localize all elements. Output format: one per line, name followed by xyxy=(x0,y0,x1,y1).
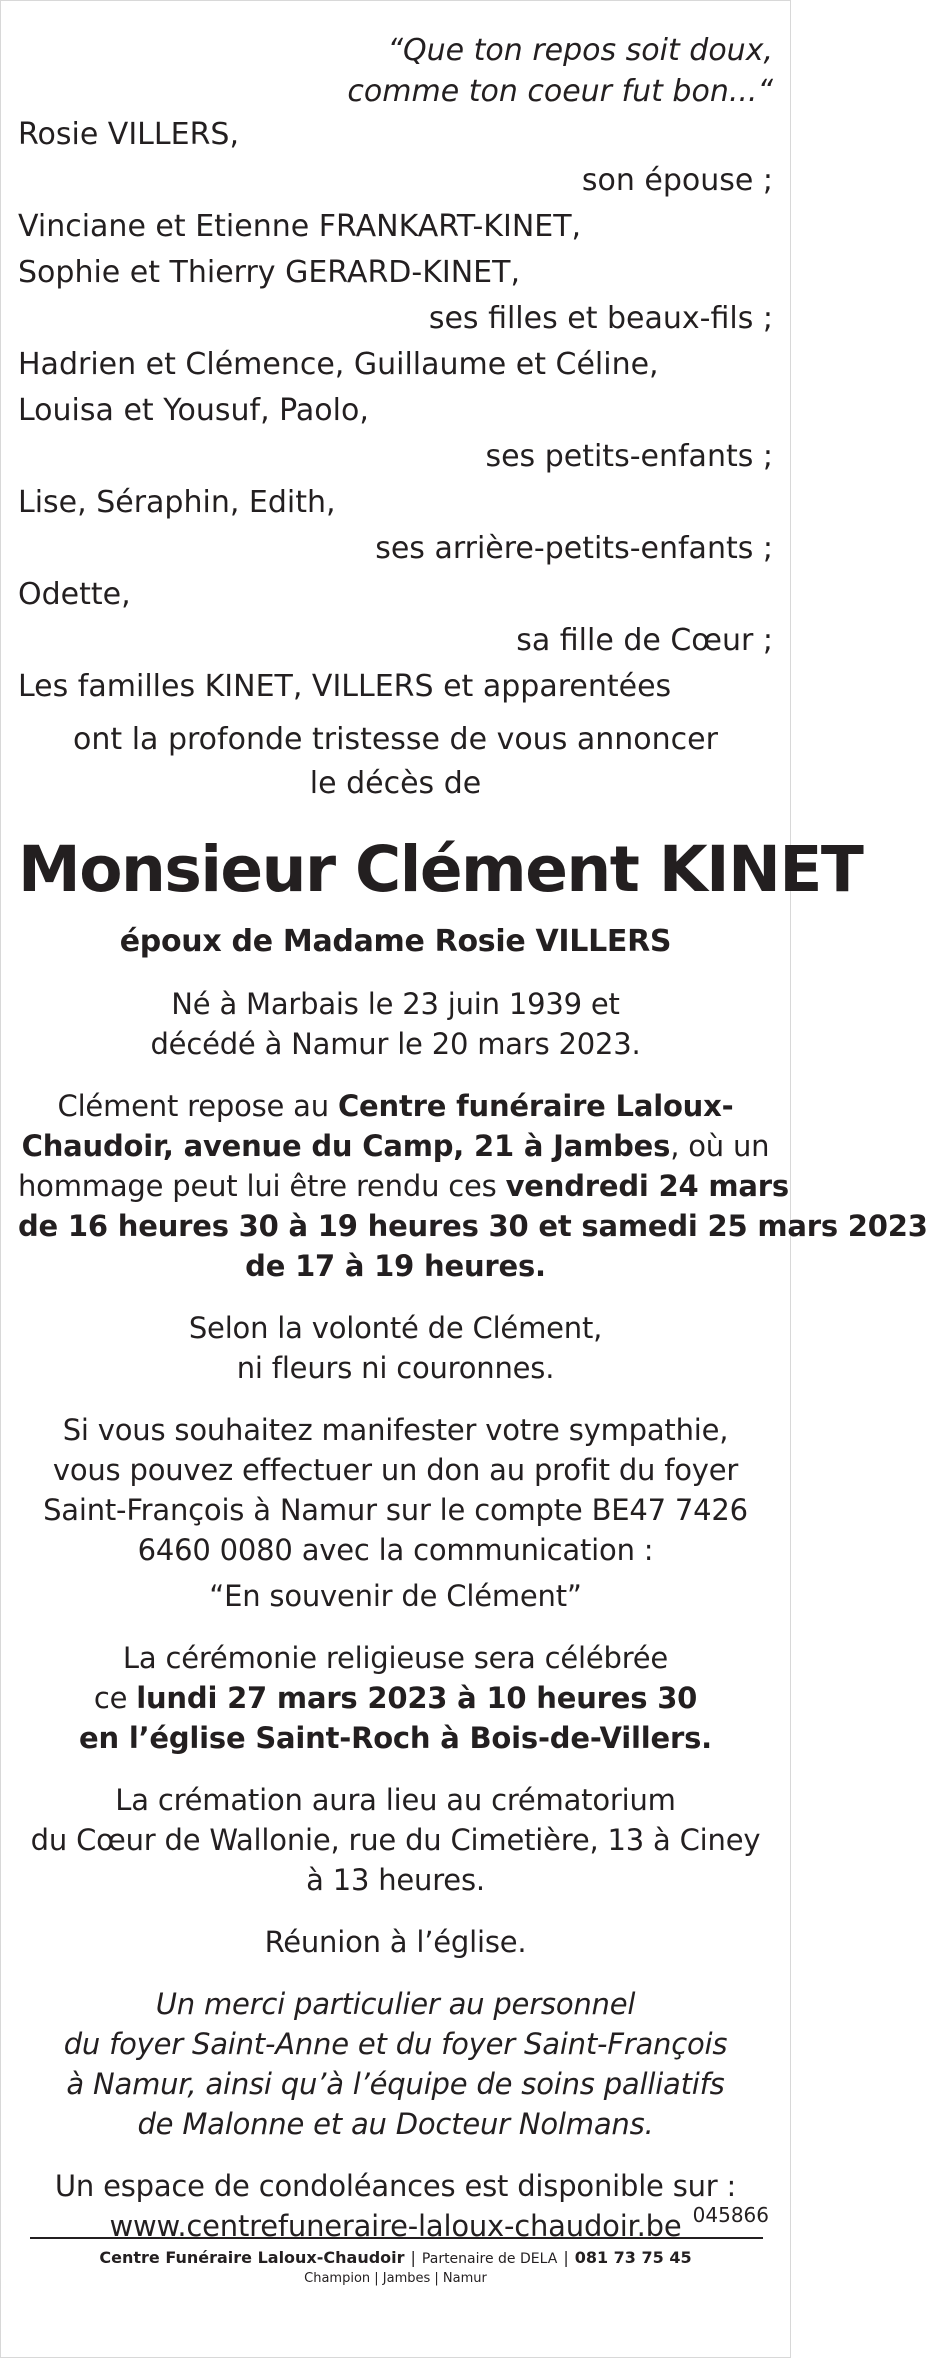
reference-number: 045866 xyxy=(692,2203,769,2227)
family-line: Lise, Séraphin, Edith, xyxy=(18,485,336,520)
visitation-times: de 16 heures 30 à 19 heures 30 et samedi 25 mars 2023 xyxy=(18,1209,928,1243)
spouse-line: époux de Madame Rosie VILLERS xyxy=(119,924,672,959)
family-relation: sa fille de Cœur ; xyxy=(516,623,773,658)
condolences-info xyxy=(18,2166,773,2246)
visitation-info xyxy=(18,1086,928,1286)
text-run: ce xyxy=(93,1681,137,1715)
footer-divider xyxy=(30,2237,763,2239)
text-run: hommage peut lui être rendu ces xyxy=(18,1169,506,1203)
epigraph-quote xyxy=(18,30,773,112)
deceased-name: Monsieur Clément KINET xyxy=(18,833,863,906)
footer-separator: | xyxy=(410,2248,416,2267)
donation-line: 6460 0080 avec la communication : xyxy=(137,1533,654,1567)
family-line: Odette, xyxy=(18,577,131,612)
family-line: Les familles KINET, VILLERS et apparentées xyxy=(18,669,672,704)
visitation-date: vendredi 24 mars xyxy=(505,1169,789,1203)
cremation-line: à 13 heures. xyxy=(306,1863,485,1897)
thanks-message xyxy=(18,1984,773,2144)
family-line: Rosie VILLERS, xyxy=(18,117,239,152)
visitation-line xyxy=(18,1126,773,1166)
cremation-line: La crémation aura lieu au crématorium xyxy=(115,1783,676,1817)
thanks-line: de Malonne et au Docteur Nolmans. xyxy=(137,2107,654,2141)
family-relation: ses filles et beaux-fils ; xyxy=(428,301,773,336)
donation-line: Saint-François à Namur sur le compte BE47 7426 xyxy=(43,1493,748,1527)
company-name: Centre Funéraire Laloux-Chaudoir xyxy=(99,2248,405,2267)
thanks-line: à Namur, ainsi qu’à l’équipe de soins palliatifs xyxy=(66,2067,725,2101)
text-run: , où un xyxy=(670,1129,770,1163)
ceremony-location: en l’église Saint-Roch à Bois-de-Villers. xyxy=(79,1721,712,1755)
date-line: Né à Marbais le 23 juin 1939 et xyxy=(171,987,620,1021)
ceremony-date: lundi 27 mars 2023 à 10 heures 30 xyxy=(136,1681,698,1715)
family-line: Louisa et Yousuf, Paolo, xyxy=(18,393,369,428)
announcement-line: ont la profonde tristesse de vous annoncer xyxy=(73,722,718,757)
family-list xyxy=(18,112,773,710)
flowers-wish xyxy=(18,1308,773,1388)
condolences-line: Un espace de condoléances est disponible sur : xyxy=(54,2169,737,2203)
ceremony-line xyxy=(18,1678,773,1718)
family-relation: son épouse ; xyxy=(581,163,773,198)
family-line: Sophie et Thierry GERARD-KINET, xyxy=(18,255,521,290)
partner-label: Partenaire de DELA xyxy=(421,2251,558,2267)
family-relation: ses petits-enfants ; xyxy=(485,439,773,474)
donation-communication: “En souvenir de Clément” xyxy=(209,1579,582,1613)
reunion-info xyxy=(18,1922,773,1962)
cremation-line: du Cœur de Wallonie, rue du Cimetière, 13 à Ciney xyxy=(30,1823,761,1857)
quote-line: “Que ton repos soit doux, xyxy=(387,33,773,68)
family-line: Vinciane et Etienne FRANKART-KINET, xyxy=(18,209,582,244)
announcement-line: le décès de xyxy=(309,766,482,801)
phone-number: 081 73 75 45 xyxy=(574,2248,692,2267)
ceremony-info xyxy=(18,1638,773,1758)
visitation-line xyxy=(18,1086,773,1126)
donation-line: Si vous souhaitez manifester votre sympathie, xyxy=(62,1413,729,1447)
condolences-url: www.centrefuneraire-laloux-chaudoir.be xyxy=(109,2209,682,2243)
wish-line: Selon la volonté de Clément, xyxy=(188,1311,603,1345)
thanks-line: Un merci particulier au personnel xyxy=(155,1987,636,2021)
quote-line: comme ton coeur fut bon...“ xyxy=(347,74,773,109)
ceremony-line: La cérémonie religieuse sera célébrée xyxy=(122,1641,669,1675)
footer-locations: Champion | Jambes | Namur xyxy=(304,2271,487,2286)
reunion-line: Réunion à l’église. xyxy=(264,1925,527,1959)
family-relation: ses arrière-petits-enfants ; xyxy=(375,531,773,566)
funeral-home-name: Centre funéraire Laloux- xyxy=(337,1089,734,1123)
footer-company-line xyxy=(0,2248,791,2267)
footer-separator: | xyxy=(563,2248,569,2267)
thanks-line: du foyer Saint-Anne et du foyer Saint-François xyxy=(63,2027,728,2061)
visitation-line xyxy=(18,1166,789,1206)
funeral-home-address: Chaudoir, avenue du Camp, 21 à Jambes xyxy=(21,1129,671,1163)
family-line: Hadrien et Clémence, Guillaume et Céline, xyxy=(18,347,659,382)
obituary-notice xyxy=(18,30,928,2246)
announcement xyxy=(18,718,773,806)
text-run: Clément repose au xyxy=(57,1089,338,1123)
birth-death-dates xyxy=(18,984,773,1064)
date-line: décédé à Namur le 20 mars 2023. xyxy=(150,1027,641,1061)
visitation-times: de 17 à 19 heures. xyxy=(245,1249,546,1283)
donation-info xyxy=(18,1410,773,1616)
donation-line: vous pouvez effectuer un don au profit du foyer xyxy=(52,1453,739,1487)
wish-line: ni fleurs ni couronnes. xyxy=(236,1351,555,1385)
cremation-info xyxy=(18,1780,773,1900)
